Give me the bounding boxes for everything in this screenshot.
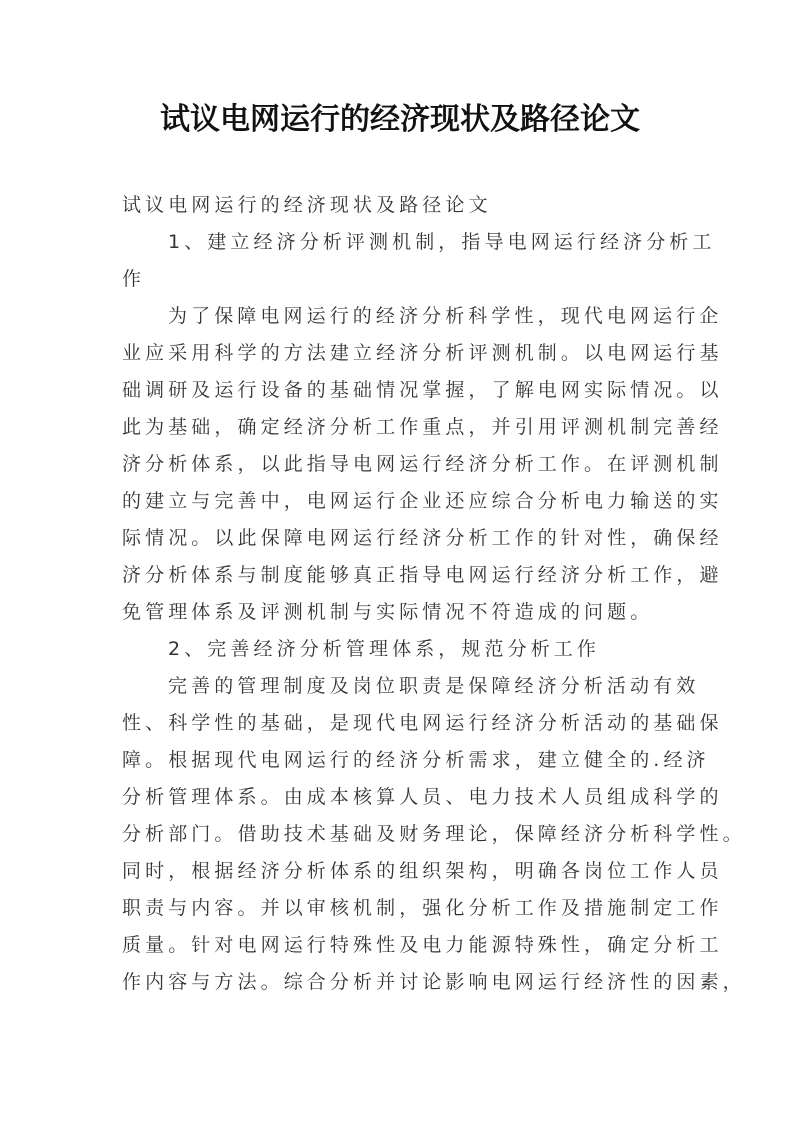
document-body <box>122 187 746 1001</box>
paragraph-line: 质量。针对电网运行特殊性及电力能源特殊性，确定分析工 <box>122 934 723 956</box>
paragraph-line: 完善的管理制度及岗位职责是保障经济分析活动有效 <box>168 675 700 697</box>
paragraph-line: 济分析体系，以此指导电网运行经济分析工作。在评测机制 <box>122 453 723 475</box>
paragraph-line: 业应采用科学的方法建立经济分析评测机制。以电网运行基 <box>122 342 723 364</box>
section-heading-1: 1、建立经济分析评测机制，指导电网运行经济分析工 <box>168 231 716 253</box>
paragraph-line: 际情况。以此保障电网运行经济分析工作的针对性，确保经 <box>122 527 723 549</box>
paragraph-line: 障。根据现代电网运行的经济分析需求，建立健全的.经济 <box>122 749 710 771</box>
paragraph-line: 的建立与完善中，电网运行企业还应综合分析电力输送的实 <box>122 490 723 512</box>
paragraph-line: 职责与内容。并以审核机制，强化分析工作及措施制定工作 <box>122 897 723 919</box>
paragraph-line: 作内容与方法。综合分析并讨论影响电网运行经济性的因素， <box>122 971 746 993</box>
paragraph-line: 为了保障电网运行的经济分析科学性，现代电网运行企 <box>168 305 723 327</box>
section-heading-2: 2、完善经济分析管理体系，规范分析工作 <box>168 638 600 660</box>
document-title: 试议电网运行的经济现状及路径论文 <box>160 102 640 137</box>
paragraph-line: 性、科学性的基础，是现代电网运行经济分析活动的基础保 <box>122 712 723 734</box>
paragraph-line: 分析部门。借助技术基础及财务理论，保障经济分析科学性。 <box>122 823 746 845</box>
paragraph-line: 免管理体系及评测机制与实际情况不符造成的问题。 <box>122 601 654 623</box>
paragraph-line: 同时，根据经济分析体系的组织架构，明确各岗位工作人员 <box>122 860 723 882</box>
paragraph-line: 济分析体系与制度能够真正指导电网运行经济分析工作，避 <box>122 564 723 586</box>
paragraph-line: 分析管理体系。由成本核算人员、电力技术人员组成科学的 <box>122 786 723 808</box>
section-heading-1-cont: 作 <box>122 268 146 290</box>
paragraph-line: 此为基础，确定经济分析工作重点，并引用评测机制完善经 <box>122 416 723 438</box>
paragraph-line: 础调研及运行设备的基础情况掌握，了解电网实际情况。以 <box>122 379 723 401</box>
body-line-subtitle: 试议电网运行的经济现状及路径论文 <box>122 194 492 216</box>
